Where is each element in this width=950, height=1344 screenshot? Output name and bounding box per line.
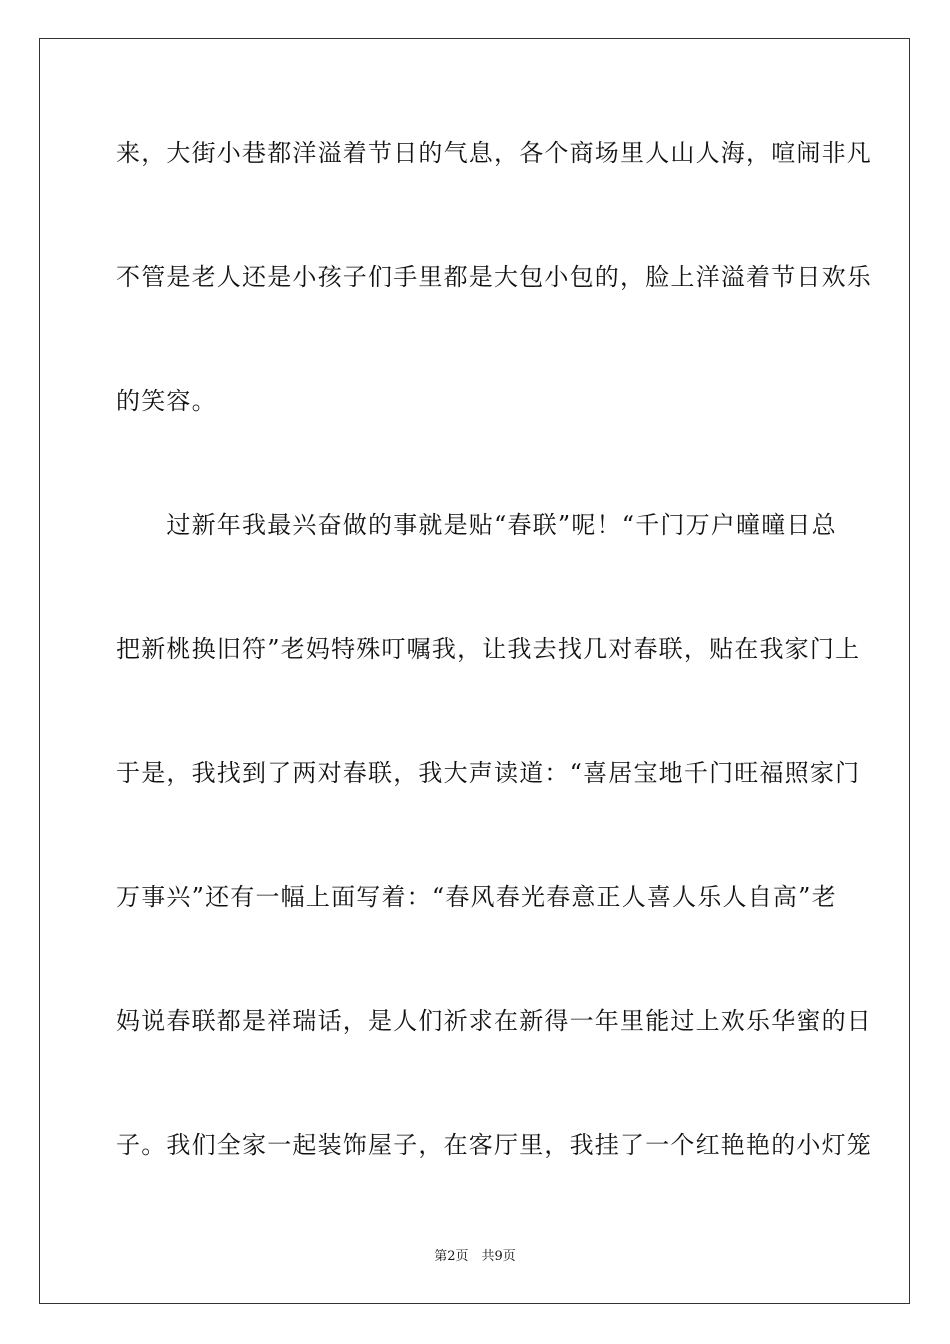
body-text-line: 妈说春联都是祥瑞话，是人们祈求在新得一年里能过上欢乐华蜜的日 — [116, 1007, 872, 1035]
page-border — [39, 38, 910, 1304]
page-number-footer: 第2页 共9页 — [434, 1249, 516, 1264]
body-text-line: 来，大街小巷都洋溢着节日的气息，各个商场里人山人海，喧闹非凡 — [116, 139, 872, 167]
body-text-line: 不管是老人还是小孩子们手里都是大包小包的，脸上洋溢着节日欢乐 — [116, 263, 872, 291]
body-text-line: 过新年我最兴奋做的事就是贴“春联”呢！“千门万户曈曈日总 — [116, 511, 837, 539]
body-text-line: 于是，我找到了两对春联，我大声读道：“喜居宝地千门旺福照家门 — [116, 759, 861, 787]
body-text-line: 把新桃换旧符”老妈特殊叮嘱我，让我去找几对春联，贴在我家门上 — [116, 635, 861, 663]
body-text-line: 万事兴”还有一幅上面写着：“春风春光春意正人喜人乐人自高”老 — [116, 883, 837, 911]
body-text-line: 的笑容。 — [116, 387, 217, 415]
body-text-line: 子。我们全家一起装饰屋子，在客厅里，我挂了一个红艳艳的小灯笼 — [116, 1131, 872, 1159]
